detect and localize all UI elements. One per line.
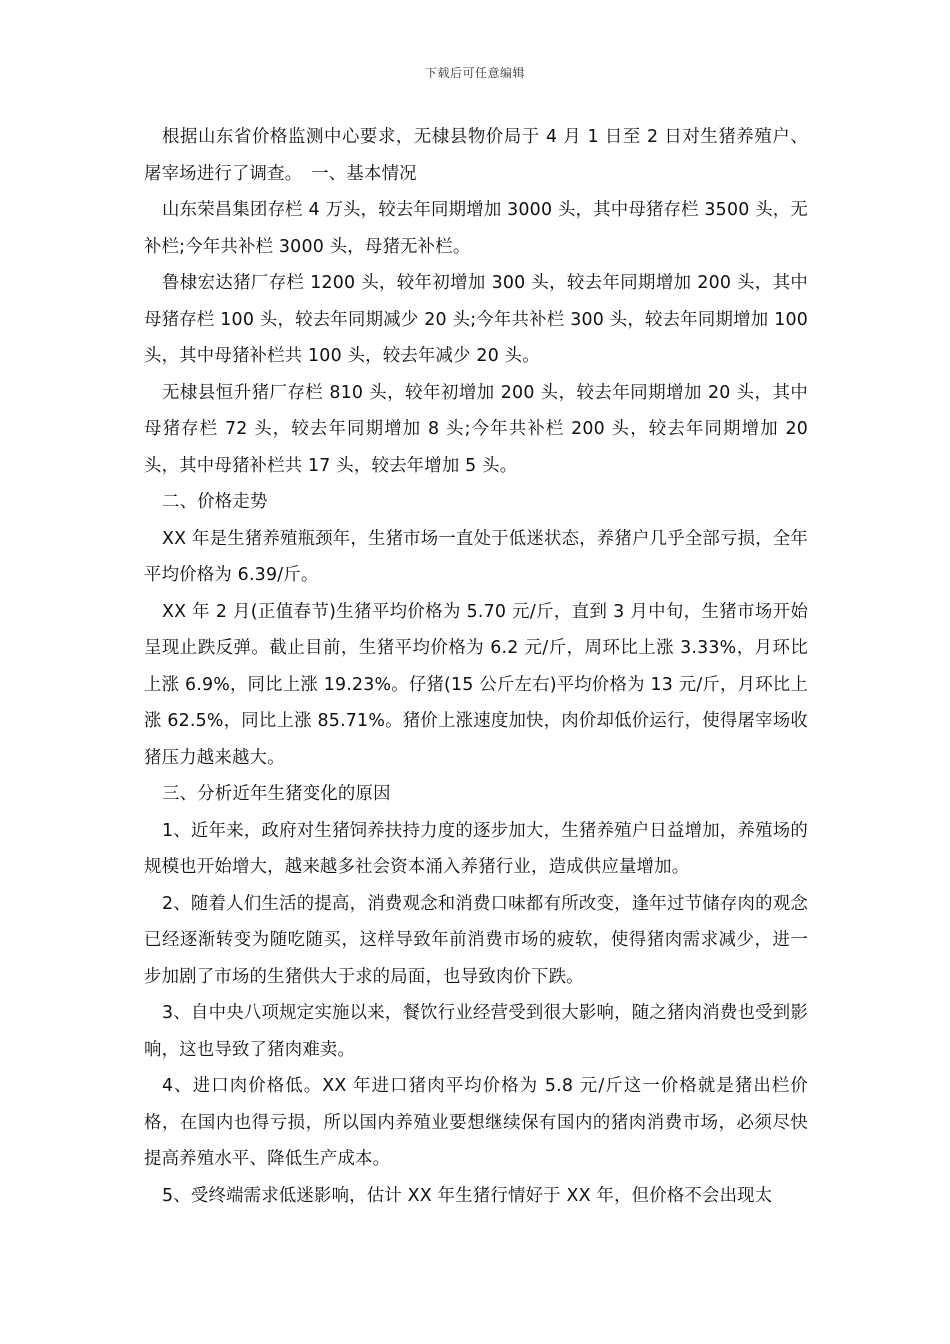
paragraph-reason-2: 2、随着人们生活的提高，消费观念和消费口味都有所改变，逢年过节储存肉的观念已经逐渐转变为随吃随买，这样导致年前消费市场的疲软，使得猪肉需求减少，进一步加剧了市场的生猪供大于求的局面，也导致肉价下跌。 <box>144 893 808 987</box>
section-heading-price-trend: 二、价格走势 <box>162 492 268 512</box>
paragraph-hongda: 鲁棣宏达猪厂存栏 1200 头，较年初增加 300 头，较去年同期增加 200 头，其中母猪存栏 100 头，较去年同期减少 20 头;今年共补栏 300 头，较去年同期增加 100 头，其中母猪补栏共 100 头，较去年减少 20 头。 <box>144 273 808 366</box>
paragraph-intro: 根据山东省价格监测中心要求，无棣县物价局于 4 月 1 日至 2 日对生猪养殖户、屠宰场进行了调查。 一、基本情况 <box>144 127 808 184</box>
paragraph-reason-3: 3、自中央八项规定实施以来，餐饮行业经营受到很大影响，随之猪肉消费也受到影响，这也导致了猪肉难卖。 <box>144 1003 808 1060</box>
paragraph-reason-5: 5、受终端需求低迷影响，估计 XX 年生猪行情好于 XX 年，但价格不会出现太 <box>162 1185 773 1206</box>
paragraph-reason-4: 4、进口肉价格低。XX 年进口猪肉平均价格为 5.8 元/斤这一价格就是猪出栏价格，在国内也得亏损，所以国内养殖业要想继续保有国内的猪肉消费市场，必须尽快提高养殖水平、降低生产成本。 <box>144 1076 808 1169</box>
document-body <box>144 119 808 1214</box>
paragraph-price-current: XX 年 2 月(正值春节)生猪平均价格为 5.70 元/斤，直到 3 月中旬，生猪市场开始呈现止跌反弹。截止目前，生猪平均价格为 6.2 元/斤，周环比上涨 3.33%，月环比上涨 6.9%，同比上涨 19.23%。仔猪(15 公斤左右)平均价格为 13 元/斤，月环比上涨 62.5%，同比上涨 85.71%。猪价上涨速度加快，肉价却低价运行，使得屠宰场收猪压力越来越大。 <box>144 601 808 768</box>
page-header: 下载后可任意编辑 <box>424 66 525 80</box>
section-heading-analysis: 三、分析近年生猪变化的原因 <box>162 784 391 804</box>
paragraph-reason-1: 1、近年来，政府对生猪饲养扶持力度的逐步加大，生猪养殖户日益增加，养殖场的规模也开始增大，越来越多社会资本涌入养猪行业，造成供应量增加。 <box>144 820 808 877</box>
paragraph-rongchang: 山东荣昌集团存栏 4 万头，较去年同期增加 3000 头，其中母猪存栏 3500 头，无补栏;今年共补栏 3000 头，母猪无补栏。 <box>144 200 808 257</box>
paragraph-price-annual: XX 年是生猪养殖瓶颈年，生猪市场一直处于低迷状态，养猪户几乎全部亏损，全年平均价格为 6.39/斤。 <box>144 528 808 585</box>
paragraph-hengsheng: 无棣县恒升猪厂存栏 810 头，较年初增加 200 头，较去年同期增加 20 头，其中母猪存栏 72 头，较去年同期增加 8 头;今年共补栏 200 头，较去年同期增加 20 头，其中母猪补栏共 17 头，较去年增加 5 头。 <box>144 382 808 476</box>
